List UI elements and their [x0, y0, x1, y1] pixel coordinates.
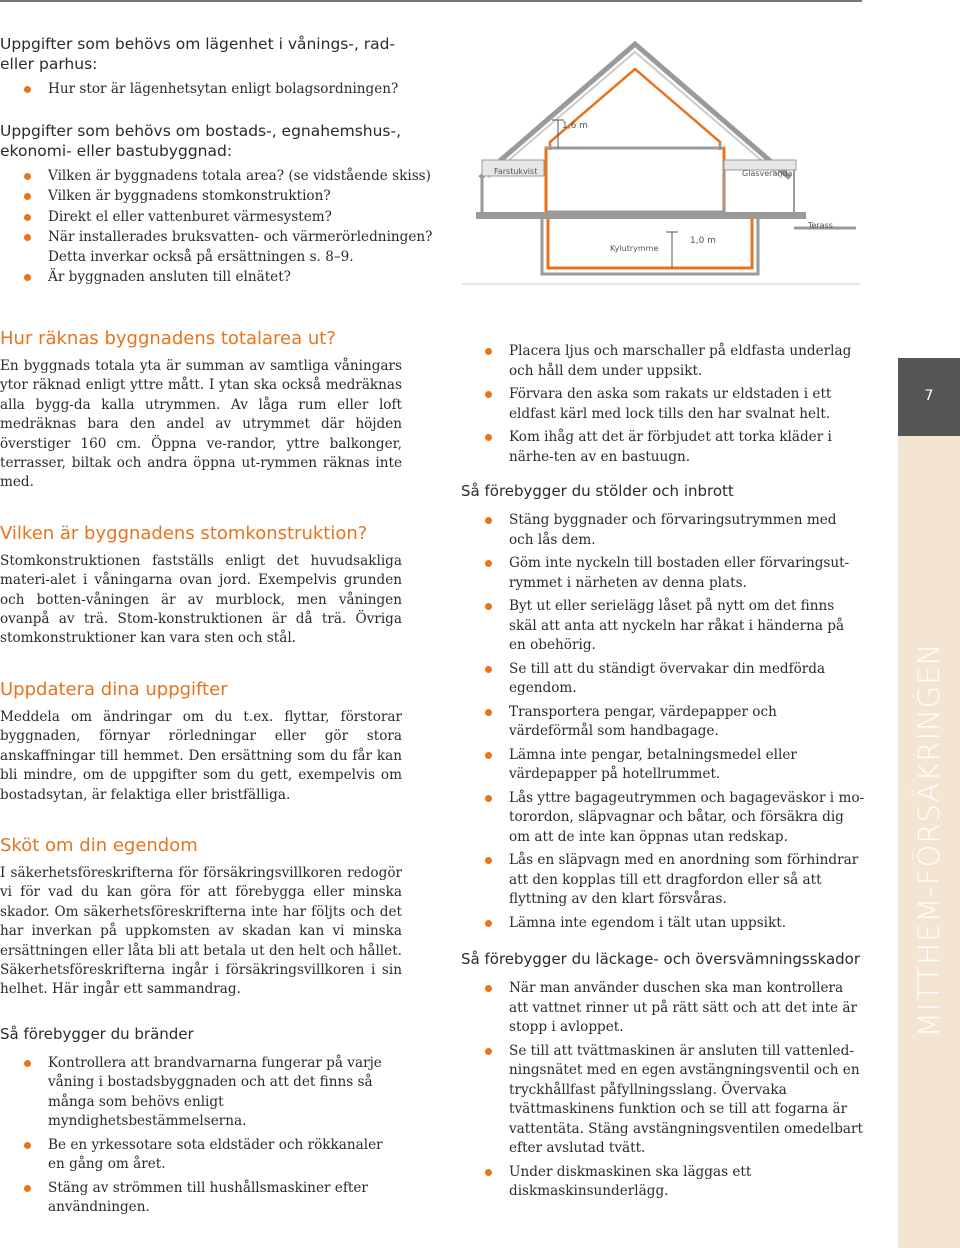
list-item: Byt ut eller serielägg låset på nytt om det finns skäl att anta att nyckeln har råkat i händerna på en obehörig.	[461, 597, 865, 656]
bullet-icon	[24, 1185, 31, 1192]
loft-area-outline	[550, 69, 720, 150]
apartment-heading: Uppgifter som behövs om lägenhet i vånings-, rad- eller parhus:	[0, 35, 396, 73]
structure-text: Stomkonstruktionen fastställs enligt det huvudsakliga materi-alet i våningarna ovan jord. Exempelvis grunden och botten-våningen är av murblock, men våningen ovanpå av trä. Stom-konstruktionen är då trä. Övriga stomkonstruktioner kan vara sten och stål.	[0, 552, 402, 647]
bullet-icon	[485, 391, 492, 398]
roof-outline	[480, 44, 793, 178]
bullet-icon	[485, 666, 492, 673]
list-item: Placera ljus och marschaller på eldfasta underlag och håll dem under uppsikt.	[461, 342, 865, 381]
top-rule	[0, 0, 862, 2]
apartment-list	[0, 80, 440, 100]
leak-list	[461, 979, 865, 1202]
porch-label: Farstukvist	[494, 167, 538, 176]
list-item: Lås yttre bagageutrymmen och bagageväskor i mo-torordon, släpvagnar och båtar, och försäkra dig om att de inte kan öppnas utan redskap.	[461, 789, 865, 848]
veranda-label: Glasveranda	[742, 169, 793, 178]
porch-outline	[482, 176, 546, 214]
area-heading: Hur räknas byggnadens totalarea ut?	[0, 328, 336, 349]
height-label-lower: 1,0 m	[690, 236, 716, 246]
bullet-icon	[24, 274, 31, 281]
roof-inner	[488, 52, 782, 178]
intro-section	[0, 34, 440, 289]
floor-slab	[476, 212, 806, 219]
list-item: Stäng av strömmen till hushållsmaskiner efter användningen.	[0, 1179, 402, 1218]
fire-list	[0, 1054, 402, 1218]
list-item: Vilken är byggnadens totala area? (se vidstående skiss)	[0, 167, 440, 187]
bullet-icon	[485, 434, 492, 441]
list-item: Förvara den aska som rakats ur eldstaden i ett eldfast kärl med lock tills den har svalnat helt.	[461, 385, 865, 424]
list-item: När man använder duschen ska man kontrollera att vattnet rinner ut på rätt sätt och att det inte är stopp i avloppet.	[461, 979, 865, 1038]
list-item: Transportera pengar, värdepapper och värdeförmål som handbagage.	[461, 703, 865, 742]
bullet-icon	[24, 193, 31, 200]
bullet-icon	[24, 1060, 31, 1067]
fire-continued-list	[461, 342, 865, 467]
list-item: Direkt el eller vattenburet värmesystem?	[0, 208, 440, 228]
page-number: 7	[924, 388, 934, 404]
list-item: Se till att du ständigt övervakar din medförda egendom.	[461, 660, 865, 699]
bullet-icon	[24, 173, 31, 180]
left-column	[0, 328, 402, 1222]
list-item: Kontrollera att brandvarnarna fungerar på varje våning i bostadsbyggnaden och att det finns så många som behövs enligt myndighetsbestämmelserna.	[0, 1054, 402, 1132]
list-item: Kom ihåg att det är förbjudet att torka kläder i närhe-ten av en bastuugn.	[461, 428, 865, 467]
terrace-label: Terass	[808, 221, 833, 230]
bullet-icon	[24, 1142, 31, 1149]
bullet-icon	[485, 920, 492, 927]
list-item: Vilken är byggnadens stomkonstruktion?	[0, 187, 440, 207]
list-item: Lämna inte pengar, betalningsmedel eller värdepapper på hotellrummet.	[461, 746, 865, 785]
right-column	[461, 342, 865, 1206]
upper-floor	[546, 148, 724, 212]
bullet-icon	[485, 603, 492, 610]
list-item: Göm inte nyckeln till bostaden eller förvaringsut-rymmet i närheten av denna plats.	[461, 554, 865, 593]
bullet-icon	[485, 560, 492, 567]
list-item: Se till att tvättmaskinen är ansluten till vattenled-ningsnätet med en egen avstängningsventil och en tryckhållfast påfyllningsslang. Övervaka tvättmaskinens funktion och se till att fogarna är vattentäta. Stäng avstängningsventilen omedelbart efter avslutad tvätt.	[461, 1042, 865, 1159]
area-text: En byggnads totala yta är summan av samtliga våningars ytor räknad enligt yttre mått. I ytan ska också medräknas alla bygg-da kalla utrymmen. Av låga rum eller loft medräknas bara den andel av utrymmet där höjden överstiger 160 cm. Öppna ve-randor, yttre balkonger, terrasser, biltak och andra öppna ut-rymmen räknas inte med.	[0, 358, 402, 491]
brand-label: MITTHEM-FÖRSÄKRINGEN	[912, 642, 946, 1038]
bullet-icon	[24, 234, 31, 241]
bullet-icon	[485, 985, 492, 992]
house-area-diagram	[462, 36, 860, 302]
bullet-icon	[485, 795, 492, 802]
bullet-icon	[485, 709, 492, 716]
house-heading: Uppgifter som behövs om bostads-, egnahemshus-, ekonomi- eller bastubyggnad:	[0, 121, 402, 160]
page-number-tab	[898, 358, 960, 436]
bullet-icon	[485, 1169, 492, 1176]
leak-heading: Så förebygger du läckage- och översvämningsskador	[461, 950, 861, 968]
fire-heading: Så förebygger du bränder	[0, 1024, 194, 1043]
list-item: Lås en släpvagn med en anordning som förhindrar att den kopplas till ett dragfordon eller så att flyttning av den klart försvåras.	[461, 851, 865, 910]
height-label-upper: 1,6 m	[562, 121, 588, 131]
theft-list	[461, 511, 865, 933]
list-item: Be en yrkessotare sota eldstäder och rökkanaler en gång om året.	[0, 1136, 402, 1175]
bullet-icon	[485, 752, 492, 759]
care-text: I säkerhetsföreskrifterna för försäkringsvillkoren redogör vi för vad du kan göra för att förebygga eller minska skador. Om säkerhetsföreskrifterna inte har följts och det har inverkan på uppkomsten av skadan kan vi minska ersättningen eller låta bli att betala ut den helt och hållet. Säkerhetsföreskrifterna ingår i försäkringsvillkoren i sin helhet. Här ingår ett sammandrag.	[0, 864, 402, 998]
bullet-icon	[485, 348, 492, 355]
update-text: Meddela om ändringar om du t.ex. flyttar, förstorar byggnaden, förnyar rörledningar eller gör stora anskaffningar till hemmet. Den ersättning som du får kan bli mindre, om de uppgifter som du gett, exempelvis om bostadsytan, är felaktiga eller bristfälliga.	[0, 708, 402, 803]
bullet-icon	[485, 1048, 492, 1055]
update-heading: Uppdatera dina uppgifter	[0, 678, 228, 700]
list-item: Under diskmaskinen ska läggas ett diskmaskinsunderlägg.	[461, 1163, 865, 1202]
list-item: Hur stor är lägenhetsytan enligt bolagsordningen?	[0, 80, 440, 100]
bullet-icon	[485, 517, 492, 524]
list-item: Stäng byggnader och förvaringsutrymmen med och lås dem.	[461, 511, 865, 550]
care-heading: Sköt om din egendom	[0, 834, 198, 856]
cold-room-label: Kylutrymme	[610, 244, 659, 253]
bullet-icon	[24, 214, 31, 221]
house-list	[0, 167, 440, 288]
theft-heading: Så förebygger du stölder och inbrott	[461, 482, 734, 500]
bullet-icon	[485, 857, 492, 864]
list-item: Är byggnaden ansluten till elnätet?	[0, 268, 440, 288]
list-item: När installerades bruksvatten- och värmerörledningen? Detta inverkar också på ersättningen s. 8–9.	[0, 228, 440, 267]
bullet-icon	[24, 86, 31, 93]
structure-heading: Vilken är byggnadens stomkonstruktion?	[0, 522, 368, 544]
list-item: Lämna inte egendom i tält utan uppsikt.	[461, 914, 865, 934]
